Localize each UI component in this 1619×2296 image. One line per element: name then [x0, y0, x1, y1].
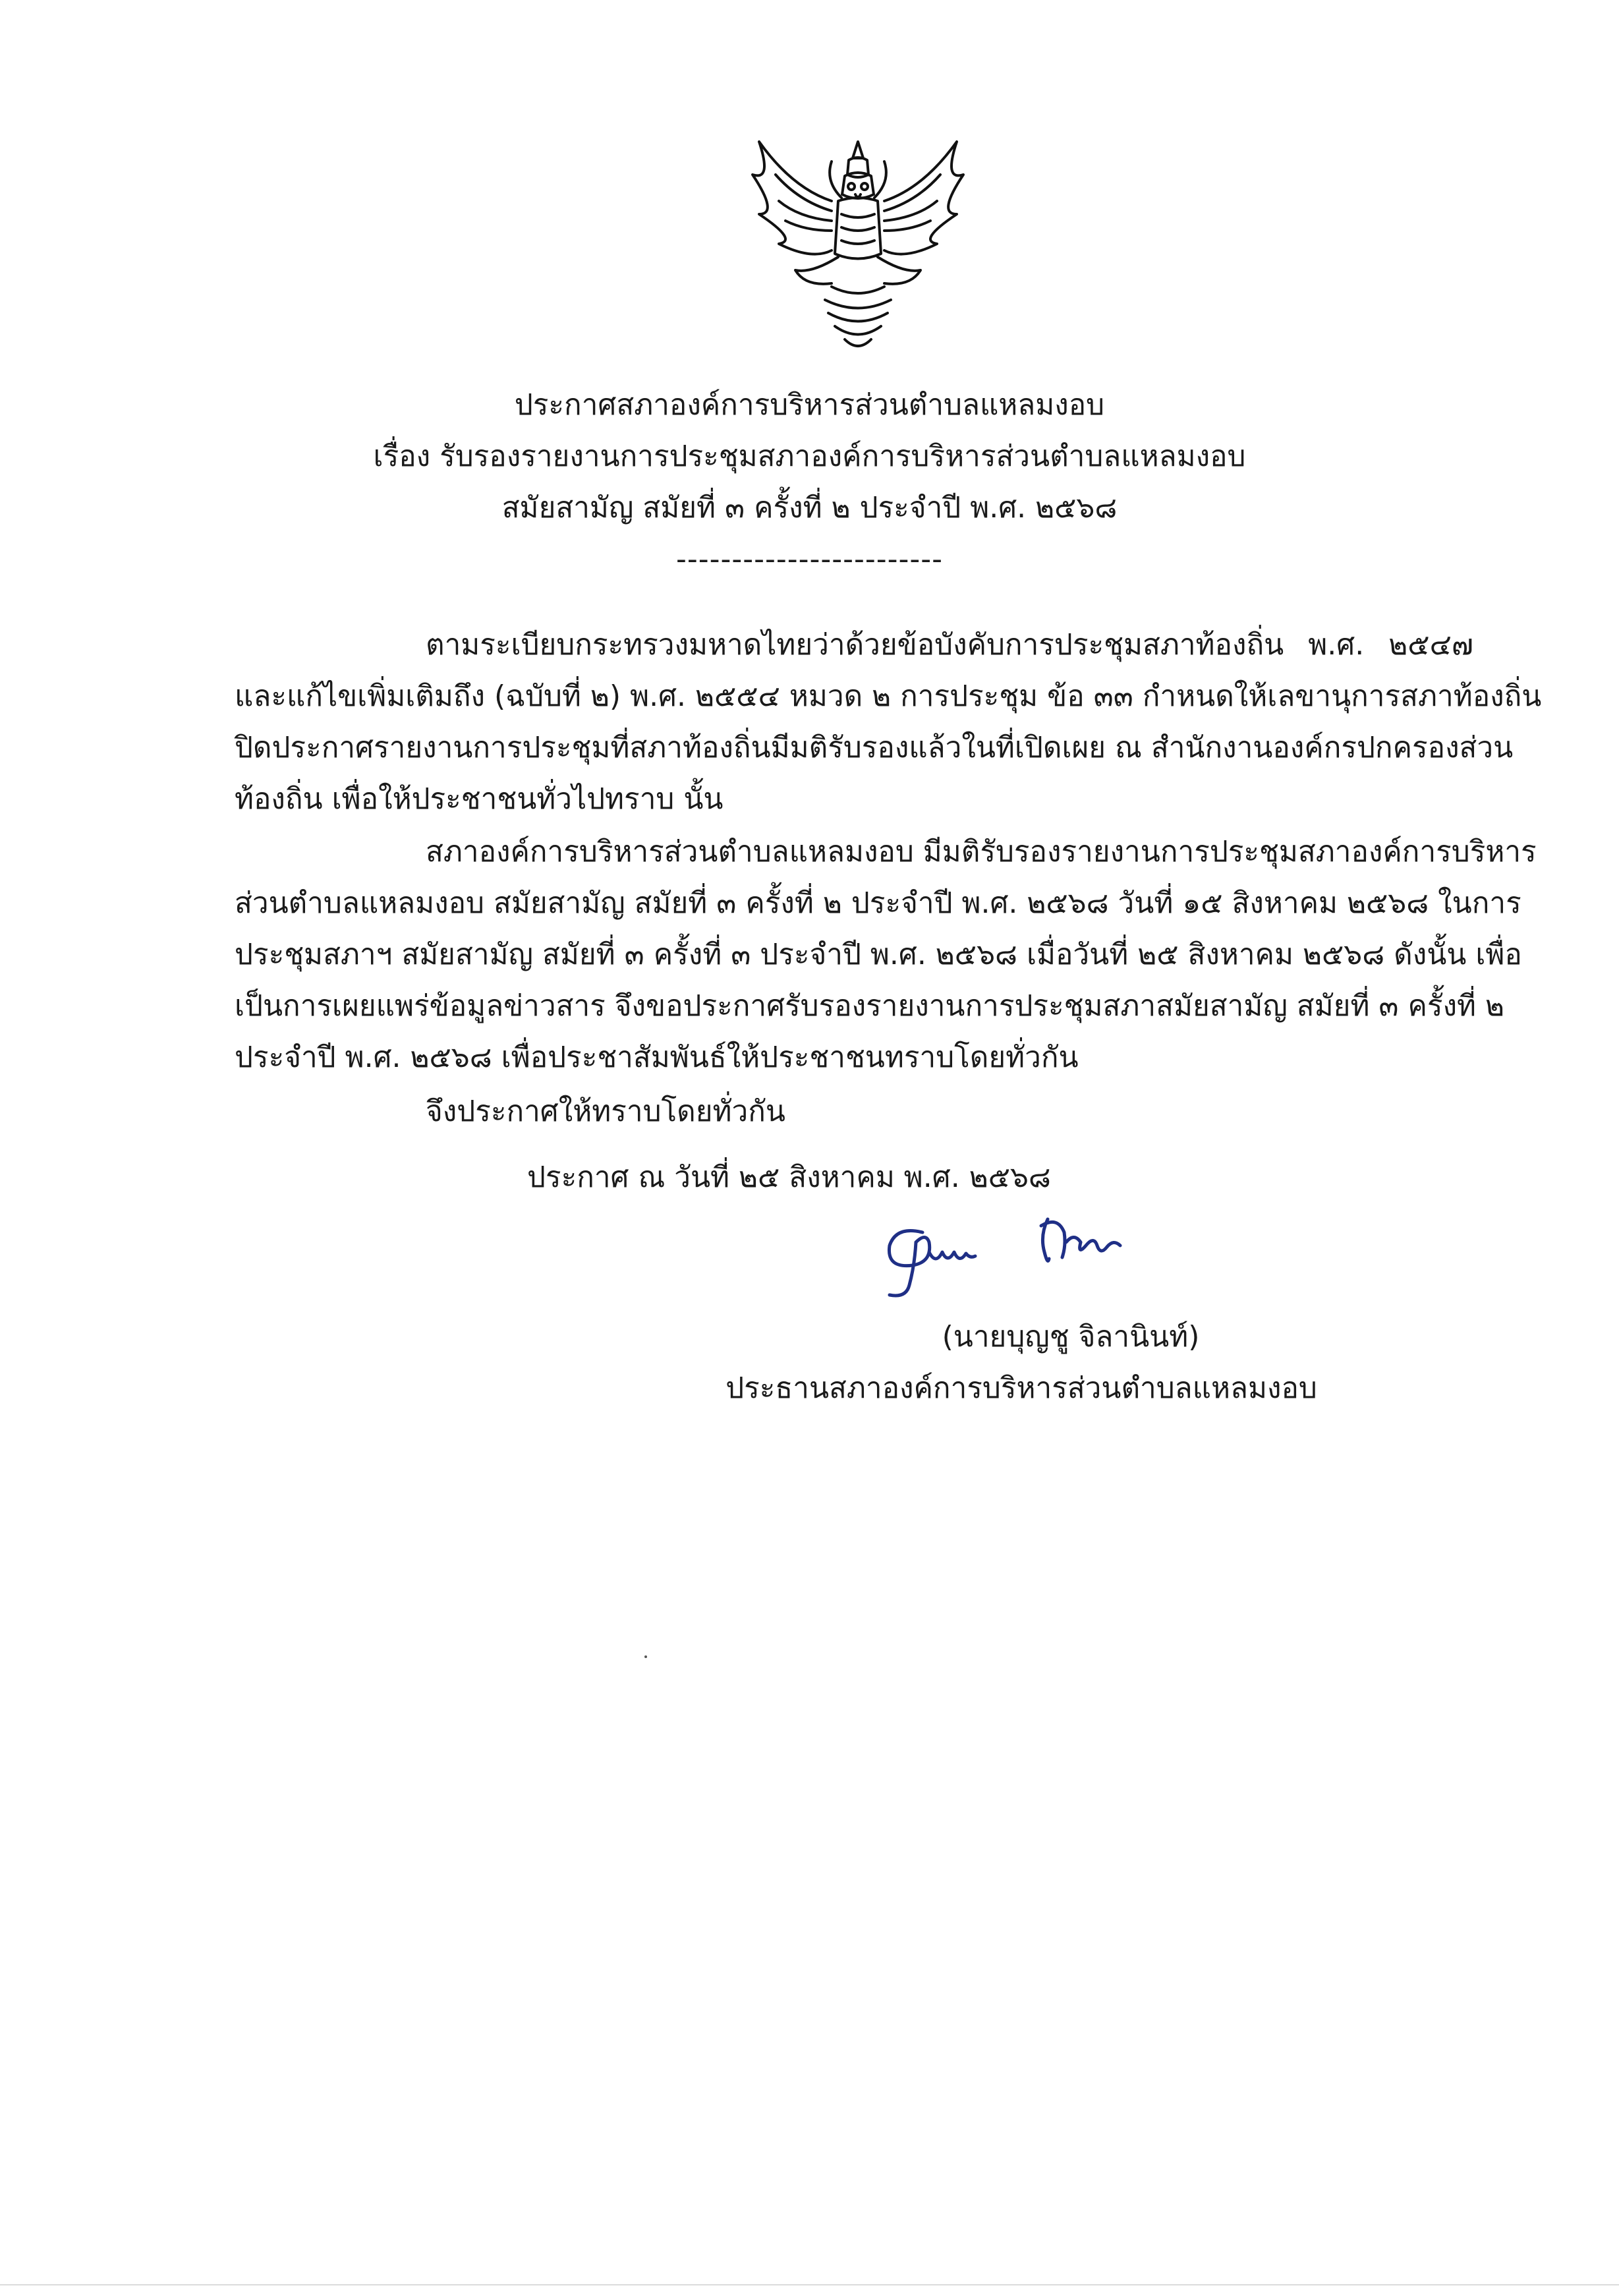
paragraph-line: ท้องถิ่น เพื่อให้ประชาชนทั่วไปทราบ นั้น — [235, 782, 724, 816]
paragraph-1 — [235, 619, 1542, 825]
paragraph-line: เป็นการเผยแพร่ข้อมูลข่าวสาร จึงขอประกาศรับรองรายงานการประชุมสภาสมัยสามัญ สมัยที่ ๓ ครั้งที่ ๒ — [235, 989, 1505, 1023]
paragraph-line: ประจำปี พ.ศ. ๒๕๖๘ เพื่อประชาสัมพันธ์ให้ประชาชนทราบโดยทั่วกัน — [235, 1041, 1079, 1074]
paragraph-2 — [235, 826, 1537, 1083]
paragraph-line: ส่วนตำบลแหลมงอบ สมัยสามัญ สมัยที่ ๓ ครั้งที่ ๒ ประจำปี พ.ศ. ๒๕๖๘ วันที่ ๑๕ สิงหาคม ๒๕๖๘ ในการ — [235, 886, 1521, 920]
scan-speck — [644, 1655, 647, 1658]
announcement-subject: เรื่อง รับรองรายงานการประชุมสภาองค์การบริหารส่วนตำบลแหลมงอบ — [373, 440, 1246, 473]
signatory-block — [659, 1311, 1384, 1414]
paragraph-line: สภาองค์การบริหารส่วนตำบลแหลมงอบ มีมติรับรองรายงานการประชุมสภาองค์การบริหาร — [426, 835, 1537, 869]
paragraph-line: ประชุมสภาฯ สมัยสามัญ สมัยที่ ๓ ครั้งที่ ๓ ประจำปี พ.ศ. ๒๕๖๘ เมื่อวันที่ ๒๕ สิงหาคม ๒๕๖๘ ดังนั้น เพื่อ — [235, 938, 1522, 971]
announcement-header — [264, 380, 1355, 585]
signature-image — [876, 1206, 1133, 1305]
paragraph-line: ตามระเบียบกระทรวงมหาดไทยว่าด้วยข้อบังคับการประชุมสภาท้องถิ่น พ.ศ. ๒๕๔๗ — [426, 628, 1473, 662]
closing-announce: จึงประกาศให้ทราบโดยทั่วกัน — [426, 1095, 785, 1128]
scan-edge-line — [0, 2284, 1619, 2285]
announcement-title: ประกาศสภาองค์การบริหารส่วนตำบลแหลมงอบ — [514, 388, 1105, 422]
signatory-position: ประธานสภาองค์การบริหารส่วนตำบลแหลมงอบ — [725, 1371, 1317, 1405]
garuda-emblem-icon — [733, 129, 983, 366]
announcement-session: สมัยสามัญ สมัยที่ ๓ ครั้งที่ ๒ ประจำปี พ.ศ. ๒๕๖๘ — [501, 491, 1118, 525]
paragraph-line: และแก้ไขเพิ่มเติมถึง (ฉบับที่ ๒) พ.ศ. ๒๕๕๔ หมวด ๒ การประชุม ข้อ ๓๓ กำหนดให้เลขานุการสภาท้องถิ่น — [235, 679, 1542, 713]
header-divider: ------------------------ — [675, 542, 944, 576]
announcement-date: ประกาศ ณ วันที่ ๒๕ สิงหาคม พ.ศ. ๒๕๖๘ — [527, 1161, 1051, 1194]
paragraph-line: ปิดประกาศรายงานการประชุมที่สภาท้องถิ่นมีมติรับรองแล้วในที่เปิดเผย ณ สำนักงานองค์กรปกครองส่วน — [235, 731, 1514, 764]
signatory-name: (นายบุญชู จิลานินท์) — [942, 1320, 1200, 1354]
